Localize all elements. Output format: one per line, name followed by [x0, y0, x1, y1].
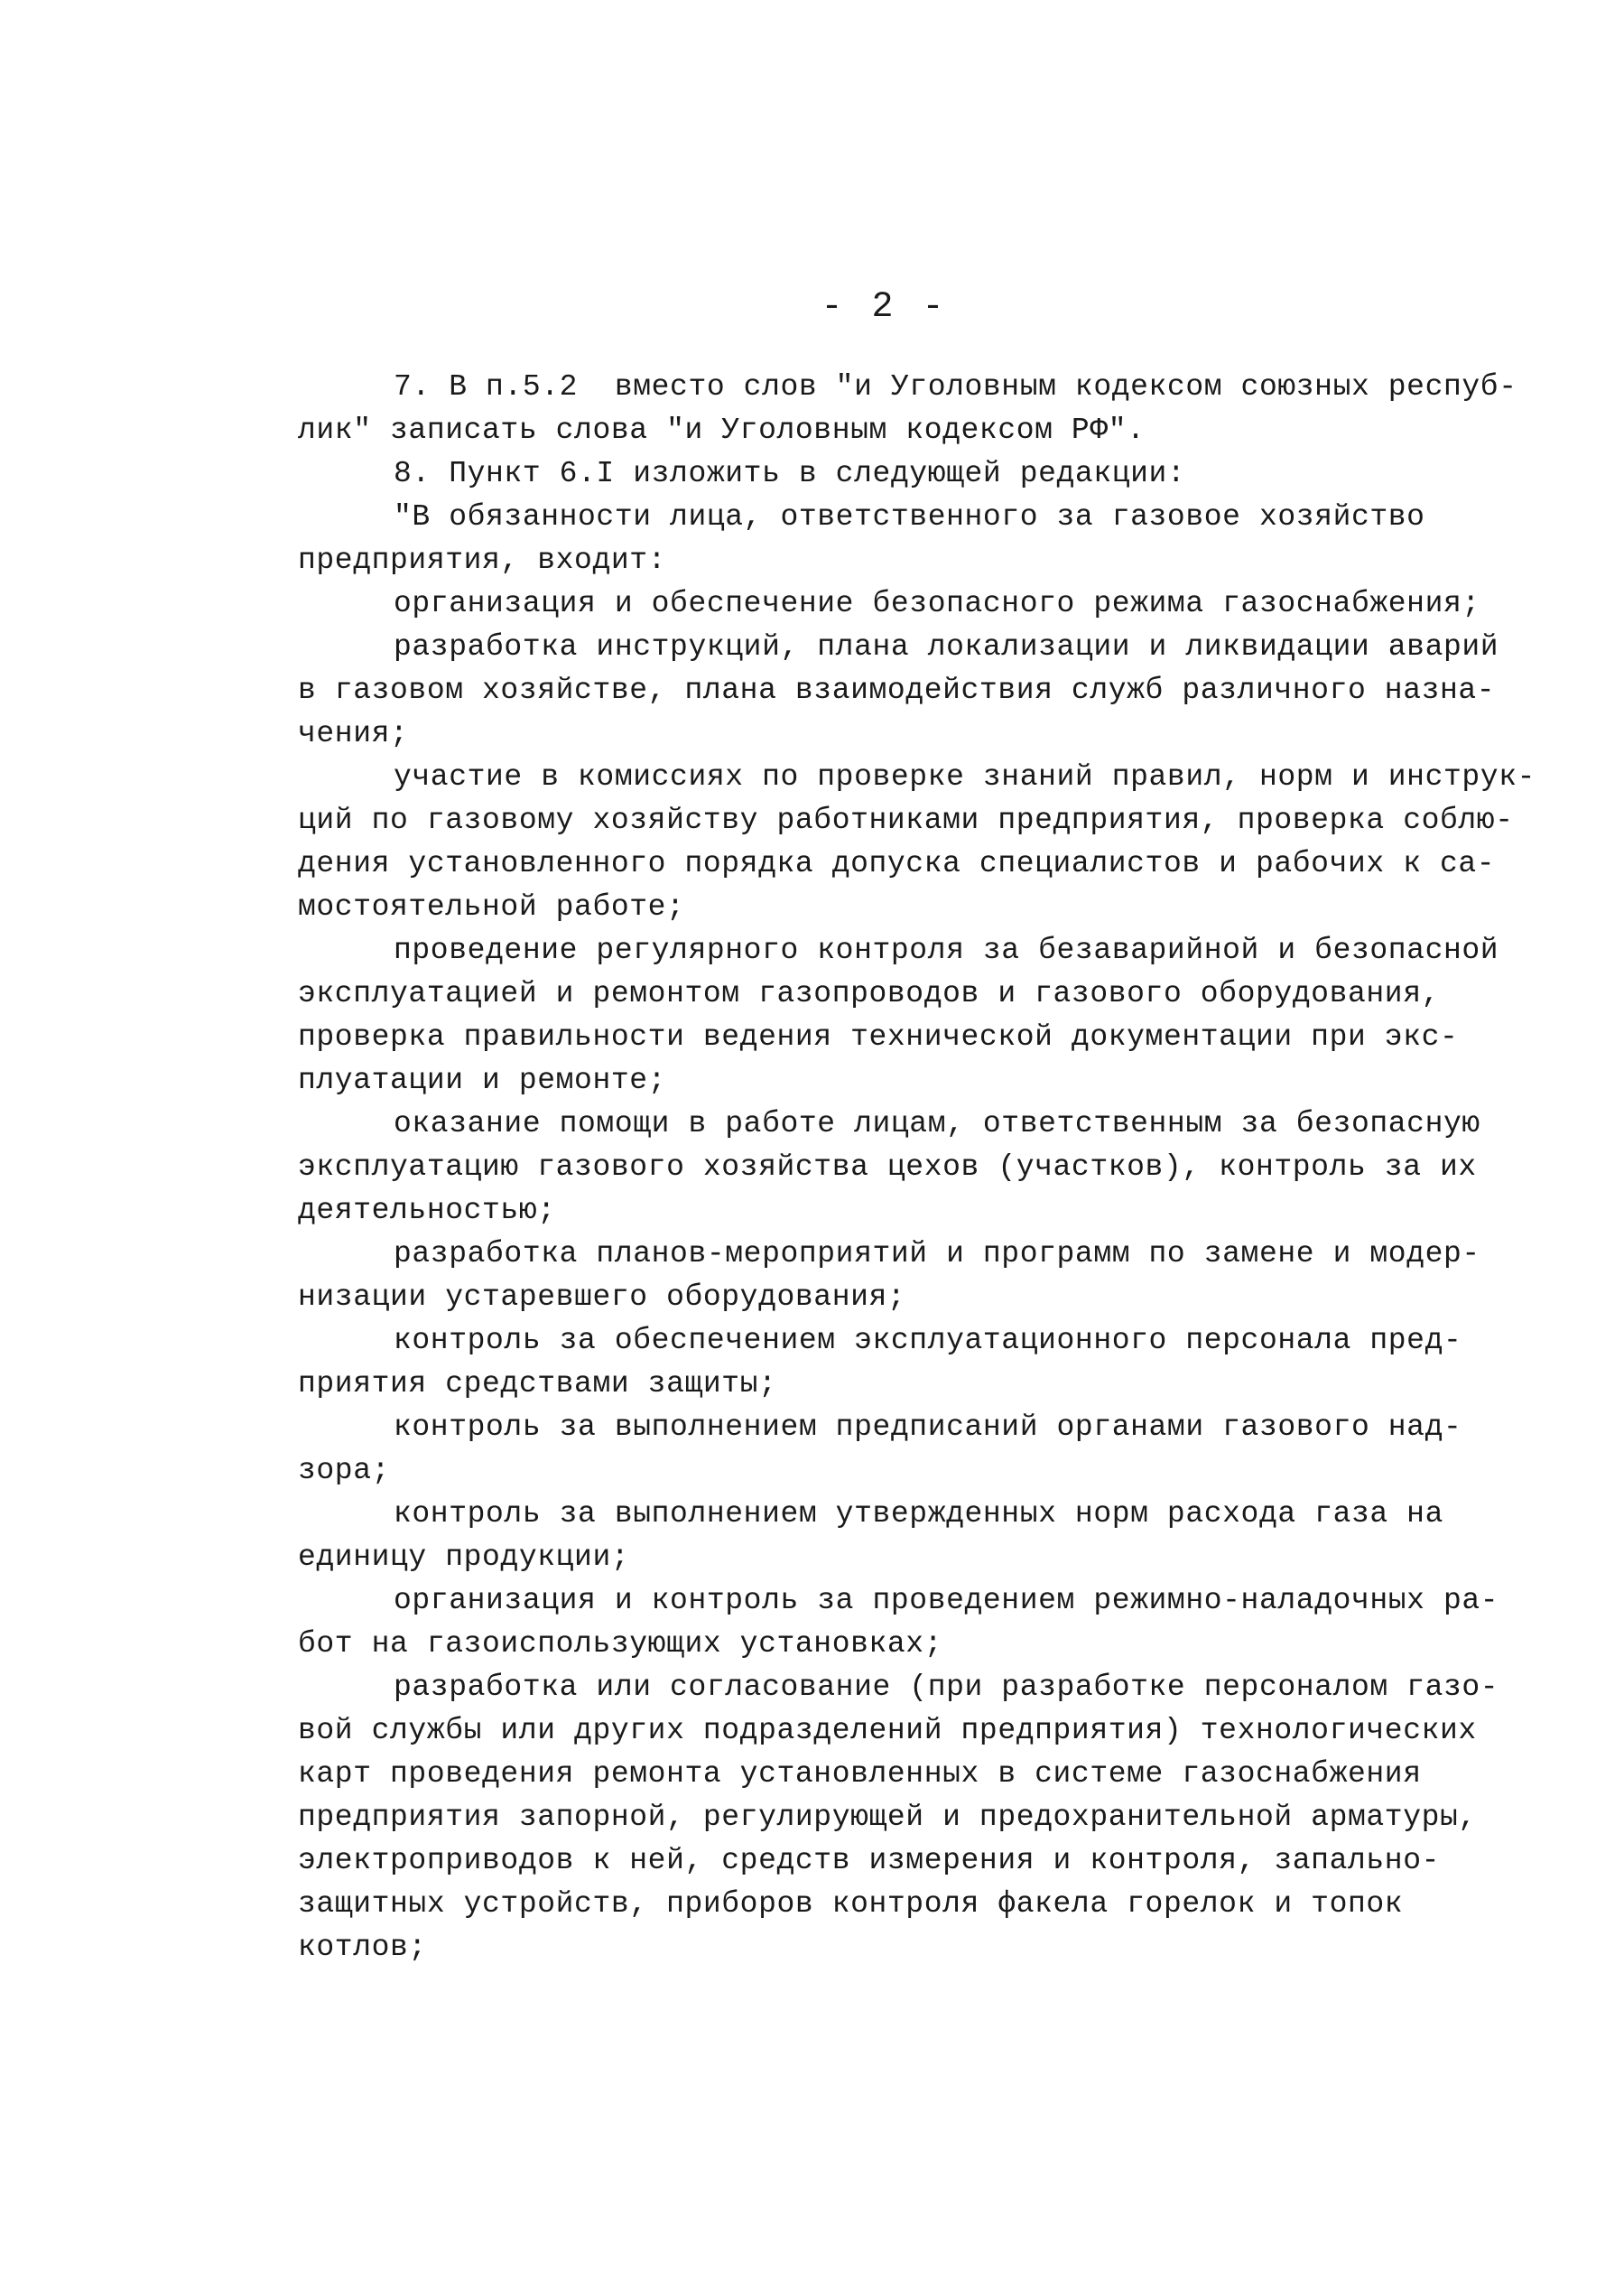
- text-line: деятельностью;: [298, 1194, 556, 1227]
- text-line: разработка планов-мероприятий и программ по замене и модер-: [394, 1237, 1480, 1270]
- text-line: "В обязанности лица, ответственного за газовое хозяйство: [394, 500, 1425, 534]
- text-line: разработка или согласование (при разработке персоналом газо-: [394, 1671, 1499, 1704]
- text-line: проверка правильности ведения технической документации при экс-: [298, 1020, 1459, 1054]
- text-line: единицу продукции;: [298, 1540, 630, 1574]
- text-line: предприятия запорной, регулирующей и предохранительной арматуры,: [298, 1801, 1477, 1834]
- text-line: проведение регулярного контроля за безаварийной и безопасной: [394, 934, 1499, 967]
- text-line: разработка инструкций, плана локализации и ликвидации аварий: [394, 630, 1499, 664]
- text-line: контроль за обеспечением эксплуатационного персонала пред-: [394, 1324, 1462, 1357]
- text-line: ций по газовому хозяйству работниками предприятия, проверка соблю-: [298, 804, 1514, 837]
- text-line: лик" записать слова "и Уголовным кодексом РФ".: [298, 414, 1146, 447]
- text-line: мостоятельной работе;: [298, 890, 685, 924]
- text-line: предприятия, входит:: [298, 544, 667, 577]
- text-line: низации устаревшего оборудования;: [298, 1280, 906, 1314]
- text-line: карт проведения ремонта установленных в системе газоснабжения: [298, 1757, 1422, 1791]
- text-line: организация и обеспечение безопасного режима газоснабжения;: [394, 587, 1480, 620]
- text-line: защитных устройств, приборов контроля факела горелок и топок: [298, 1887, 1404, 1921]
- text-line: эксплуатацию газового хозяйства цехов (участков), контроль за их: [298, 1150, 1477, 1184]
- text-line: контроль за выполнением предписаний органами газового над-: [394, 1410, 1462, 1444]
- text-line: бот на газоиспользующих установках;: [298, 1627, 943, 1661]
- text-line: котлов;: [298, 1931, 427, 1964]
- text-line: чения;: [298, 717, 409, 750]
- text-line: вой службы или других подразделений предприятия) технологических: [298, 1714, 1477, 1747]
- text-line: дения установленного порядка допуска специалистов и рабочих к са-: [298, 847, 1496, 880]
- text-line: оказание помощи в работе лицам, ответственным за безопасную: [394, 1107, 1480, 1140]
- text-line: зора;: [298, 1454, 391, 1487]
- text-line: организация и контроль за проведением режимно-наладочных ра-: [394, 1584, 1499, 1617]
- text-line: электроприводов к ней, средств измерения и контроля, запально-: [298, 1844, 1440, 1877]
- text-line: 8. Пункт 6.I изложить в следующей редакции:: [394, 457, 1186, 490]
- text-line: участие в комиссиях по проверке знаний правил, норм и инструк-: [394, 760, 1536, 794]
- text-line: эксплуатацией и ремонтом газопроводов и газового оборудования,: [298, 977, 1440, 1010]
- text-line: приятия средствами защиты;: [298, 1367, 777, 1401]
- page-number: - 2 -: [821, 287, 948, 328]
- text-line: в газовом хозяйстве, плана взаимодействия служб различного назна-: [298, 674, 1496, 707]
- text-line: контроль за выполнением утвержденных норм расхода газа на: [394, 1497, 1443, 1531]
- document-body: [298, 366, 1536, 1969]
- text-line: 7. В п.5.2 вместо слов "и Уголовным кодексом союзных респуб-: [394, 370, 1517, 404]
- text-line: плуатации и ремонте;: [298, 1064, 667, 1097]
